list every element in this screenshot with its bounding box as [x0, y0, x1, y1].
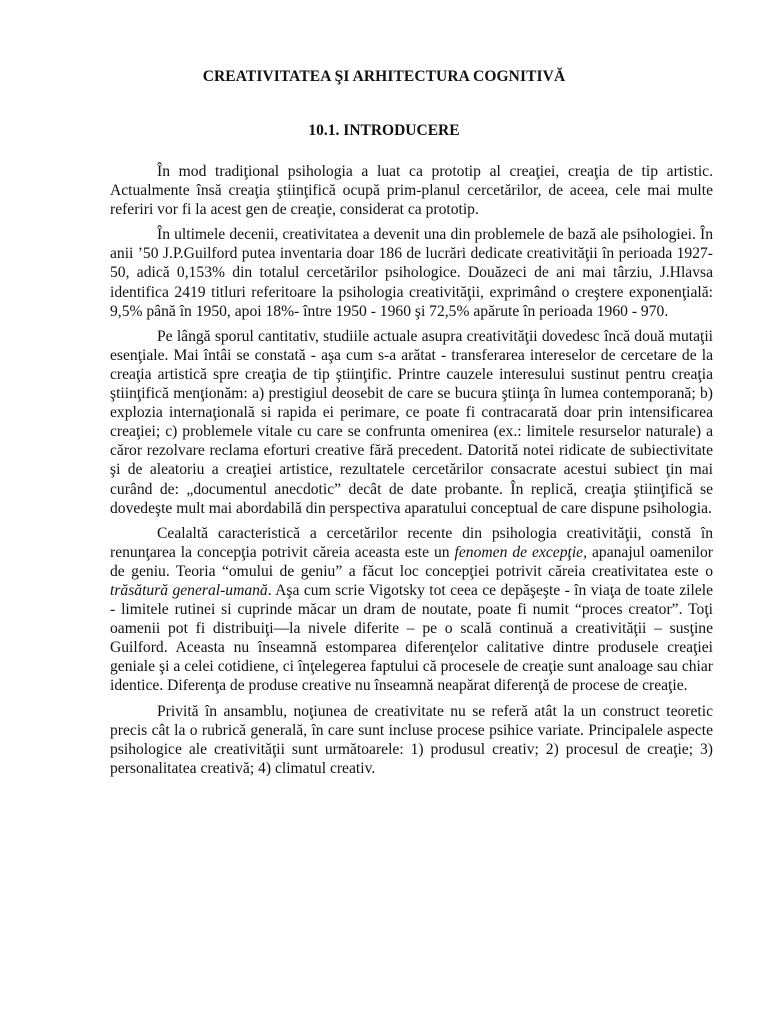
document-title: CREATIVITATEA ŞI ARHITECTURA COGNITIVĂ — [202, 68, 566, 85]
document-body — [110, 162, 713, 784]
paragraph — [110, 162, 713, 219]
paragraph-text: . Aşa cum scrie Vigotsky tot ceea ce depăşeşte - în viaţa de toate zilele - limitele rutinei si cuprinde măcar un dram de noutate, poate fi numit “proces creator”. Toţi oamenii pot fi distribuiţi—la nivele diferite – pe o scală continuă a creativităţii – susţine Guilford. Aceasta nu înseamnă estomparea diferenţelor calitative dintre produsele creaţiei geniale şi a celei cotidiene, ci înţelegerea faptului că procesele de creaţie sunt analoage sau chiar identice. Diferenţa de produse creative nu înseamnă neapărat diferenţă de procese de creaţie. — [110, 581, 713, 695]
paragraph-text: Pe lângă sporul cantitativ, studiile actuale asupra creativităţii dovedesc încă două mutaţii esenţiale. Mai întâi se constată - aşa cum s-a arătat - transferarea intereselor de cercetare de la creaţia artistică spre creaţia de tip ştiinţific. Printre cauzele interesului sustinut pentru creaţia ştiinţifică menţionăm: a) prestigiul deosebit de care se bucura ştiinţa în lumea contemporană; b) explozia internaţională si rapida ei perimare, ce poate fi contracarată doar prin intensificarea creaţiei; c) problemele vitale cu care se confrunta omenirea (ex.: limitele resurselor naturale) a căror rezolvare reclama eforturi creative fără precedent. Datorită notei ridicate de subiectivitate şi de aleatoriu a creaţiei artistice, rezultatele cercetărilor consacrate acestui subiect ţin mai curând de: „documentul anecdotic” decât de date probante. În replică, creaţia ştiinţifică se dovedeşte mult mai abordabilă din perspectiva aparatului conceptual de care dispune psihologia. — [110, 327, 713, 517]
paragraph — [110, 702, 713, 778]
paragraph-text: În mod tradiţional psihologia a luat ca prototip al creaţiei, creaţia de tip artistic. Actualmente însă creaţia ştiinţifică ocupă prim-planul cercetărilor, de aceea, cele mai multe referiri vor fi la acest gen de creaţie, considerat ca prototip. — [110, 163, 713, 219]
paragraph — [110, 524, 713, 696]
paragraph — [110, 225, 713, 320]
paragraph-text: apanajul oamenilor de geniu. Teoria “omului de geniu” a făcut loc concepţiei potrivit căreia creativitatea este o — [110, 543, 714, 580]
paragraph-text: În ultimele decenii, creativitatea a devenit una din problemele de bază ale psihologiei. În anii ’50 J.P.Guilford putea inventaria doar 186 de lucrări dedicate creativităţii în perioada 1927-50, adică 0,153% din totalul cercetărilor psihologice. Douăzeci de ani mai târziu, J.Hlavsa identifica 2419 titluri referitoare la psihologia creativităţii, exprimând o creştere exponenţială: 9,5% până în 1950, apoi 18%- între 1950 - 1960 şi 72,5% apărute în perioada 1960 - 970. — [110, 226, 713, 320]
italic-term: trăsătură general-umană — [110, 581, 268, 599]
paragraph-text: Cealaltă caracteristică a cercetărilor recente din psihologia creativităţii, constă în renunţarea la concepţia potrivit căreia aceasta este un — [110, 524, 713, 561]
paragraph-text: Privită în ansamblu, noţiunea de creativitate nu se referă atât la un construct teoretic precis cât la o rubrică generală, în care sunt incluse procese psihice variate. Principalele aspecte psihologice ale creativităţii sunt următoarele: 1) produsul creativ; 2) procesul de creaţie; 3) personalitatea creativă; 4) climatul creativ. — [110, 702, 713, 777]
paragraph — [110, 327, 713, 518]
section-heading: 10.1. INTRODUCERE — [308, 122, 460, 139]
italic-term: fenomen de excepţie, — [454, 543, 588, 561]
